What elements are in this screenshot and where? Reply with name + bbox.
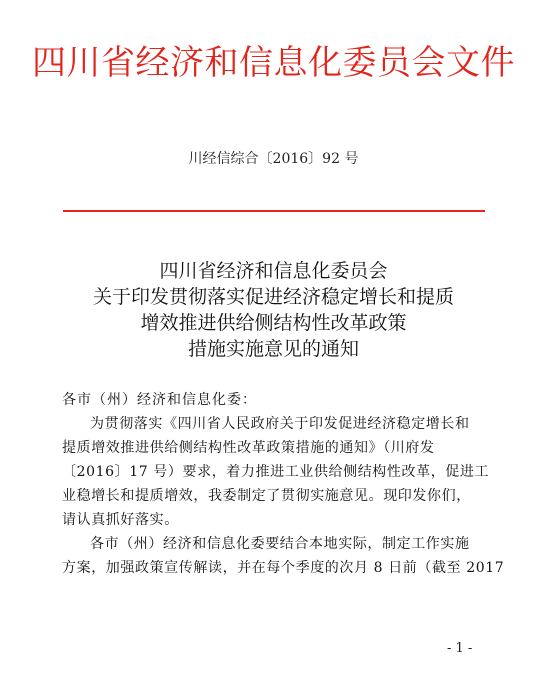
page-number: - 1 - bbox=[447, 641, 473, 656]
document-subject bbox=[0, 258, 547, 362]
paragraph-1-line-1: 为贯彻落实《四川省人民政府关于印发促进经济稳定增长和 bbox=[90, 416, 470, 432]
paragraph-1-line-4: 业稳增长和提质增效，我委制定了贯彻实施意见。现印发你们， bbox=[62, 488, 471, 504]
paragraph-2 bbox=[62, 532, 505, 580]
paragraph-1-line-3: 〔2016〕17 号）要求，着力推进工业供给侧结构性改革，促进工 bbox=[62, 464, 490, 480]
header-divider bbox=[63, 210, 485, 212]
subject-line-3: 增效推进供给侧结构性改革政策 bbox=[140, 312, 407, 334]
document-header-title: 四川省经济和信息化委员会文件 bbox=[32, 43, 515, 83]
paragraph-1-line-2: 提质增效推进供给侧结构性改革政策措施的通知》（川府发 bbox=[62, 440, 435, 456]
paragraph-2-line-2: 方案，加强政策宣传解读，并在每个季度的次月 8 日前（截至 2017 bbox=[62, 560, 505, 576]
paragraph-1 bbox=[62, 412, 490, 532]
subject-line-4: 措施实施意见的通知 bbox=[187, 338, 359, 360]
subject-line-1: 四川省经济和信息化委员会 bbox=[159, 260, 388, 282]
document-number: 川经信综合〔2016〕92 号 bbox=[188, 151, 359, 167]
paragraph-2-line-1: 各市（州）经济和信息化委要结合本地实际，制定工作实施 bbox=[90, 536, 470, 552]
addressee-line: 各市（州）经济和信息化委： bbox=[62, 392, 257, 408]
subject-line-2: 关于印发贯彻落实促进经济稳定增长和提质 bbox=[92, 286, 454, 308]
document-body bbox=[62, 388, 505, 580]
paragraph-1-line-5: 请认真抓好落实。 bbox=[62, 512, 179, 528]
